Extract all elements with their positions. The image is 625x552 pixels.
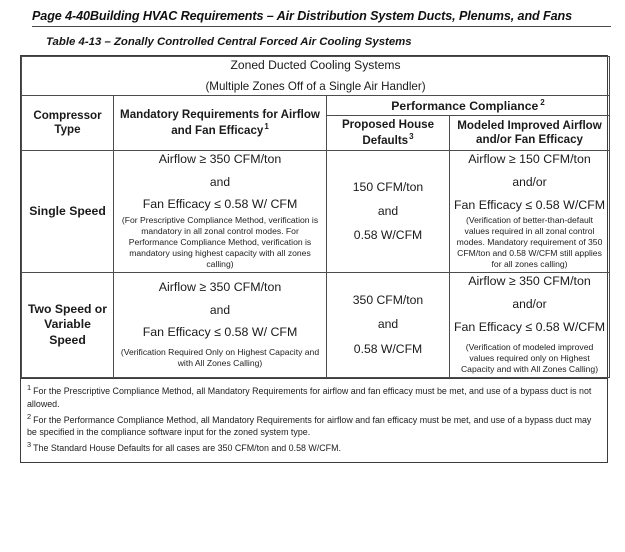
footnotes-section [20, 379, 608, 463]
footnote-ref-1: 1 [264, 122, 269, 132]
table-row [22, 151, 610, 273]
modeled-conjunction: and/or [512, 174, 547, 189]
footnote-text: The Standard House Defaults for all cases are 350 CFM/ton and 0.58 W/CFM. [33, 443, 341, 454]
footnote-text: For the Performance Compliance Method, all Mandatory Requirements for airflow and fan efficacy must be met, and use of a bypass duct may be specified in the compliance software input for the zoned system type. [27, 414, 592, 438]
page-header: Page 4-40Building HVAC Requirements – Air Distribution System Ducts, Plenums, and Fans [32, 9, 611, 27]
cooling-systems-table [21, 56, 610, 378]
modeled-airflow: Airflow ≥ 350 CFM/ton [468, 274, 591, 289]
table-caption: Table 4-13 – Zonally Controlled Central Forced Air Cooling Systems [46, 36, 412, 48]
cell-single-speed-defaults [327, 151, 450, 273]
footnote-ref-3: 3 [409, 132, 414, 142]
mandatory-efficacy: Fan Efficacy ≤ 0.58 W/ CFM [142, 325, 298, 340]
row-label-single-speed: Single Speed [22, 151, 114, 273]
performance-compliance-row [22, 95, 610, 115]
row-label-two-speed: Two Speed or Variable Speed [22, 273, 114, 377]
footnote-2 [27, 412, 600, 440]
modeled-note: (Verification of modeled improved values required only on Highest Capacity and with All Zones Calling) [460, 341, 599, 374]
footnote-marker: 1 [27, 382, 32, 392]
cell-two-speed-modeled [450, 273, 610, 377]
mandatory-note: (Verification Required Only on Highest Capacity and with All Zones Calling) [120, 346, 320, 368]
footnote-3 [27, 440, 600, 455]
modeled-note: (Verification of better-than-default values required in all zonal control modes. Mandatory requirement of 350 CFM/ton and 0.58 W/CFM still applies for all zones calling) [456, 215, 603, 270]
cell-single-speed-mandatory [114, 151, 327, 273]
mandatory-efficacy: Fan Efficacy ≤ 0.58 W/ CFM [142, 197, 298, 212]
default-airflow: 150 CFM/ton [352, 179, 424, 194]
default-efficacy: 0.58 W/CFM [353, 228, 423, 243]
default-conjunction: and [377, 317, 399, 332]
mandatory-airflow: Airflow ≥ 350 CFM/ton [158, 280, 282, 295]
table-banner-row [22, 57, 610, 96]
banner-cell [22, 57, 610, 96]
table-container [20, 55, 608, 379]
modeled-efficacy: Fan Efficacy ≤ 0.58 W/CFM [453, 198, 606, 212]
mandatory-conjunction: and [209, 175, 231, 190]
default-airflow: 350 CFM/ton [352, 292, 424, 307]
footnote-text: For the Prescriptive Compliance Method, all Mandatory Requirements for airflow and fan efficacy must be met, and use of a bypass duct is not allowed. [27, 385, 592, 409]
header-compressor-type: Compressor Type [22, 95, 114, 150]
header-performance-compliance: Performance Compliance $^2$ [327, 95, 610, 115]
mandatory-conjunction: and [209, 302, 231, 317]
footnote-1 [27, 383, 600, 411]
modeled-conjunction: and/or [512, 297, 547, 312]
footnote-marker: 2 [27, 411, 32, 421]
banner-line-2: (Multiple Zones Off of a Single Air Handler) [205, 79, 426, 93]
cell-two-speed-mandatory [114, 273, 327, 377]
banner-line-1: Zoned Ducted Cooling Systems [230, 58, 401, 72]
table-row [22, 273, 610, 377]
footnote-ref-2: 2 [540, 97, 545, 107]
cell-two-speed-defaults [327, 273, 450, 377]
default-conjunction: and [377, 204, 399, 219]
cell-single-speed-modeled [450, 151, 610, 273]
modeled-airflow: Airflow ≥ 150 CFM/ton [468, 152, 591, 167]
mandatory-note: (For Prescriptive Compliance Method, verification is mandatory in all zonal control modes. For Performance Compliance Method, verification is mandatory using highest capacity with all zones calling) [121, 215, 319, 270]
header-mandatory-requirements: Mandatory Requirements for Airflow and Fan Efficacy$^1$ [114, 95, 327, 150]
header-modeled-improved: Modeled Improved Airflow and/or Fan Efficacy [450, 115, 610, 150]
modeled-efficacy: Fan Efficacy ≤ 0.58 W/CFM [453, 320, 606, 335]
default-efficacy: 0.58 W/CFM [353, 341, 423, 356]
footnote-marker: 3 [27, 440, 32, 450]
header-proposed-house-defaults: Proposed House Defaults$^3$ [327, 115, 450, 150]
mandatory-airflow: Airflow ≥ 350 CFM/ton [158, 152, 282, 167]
